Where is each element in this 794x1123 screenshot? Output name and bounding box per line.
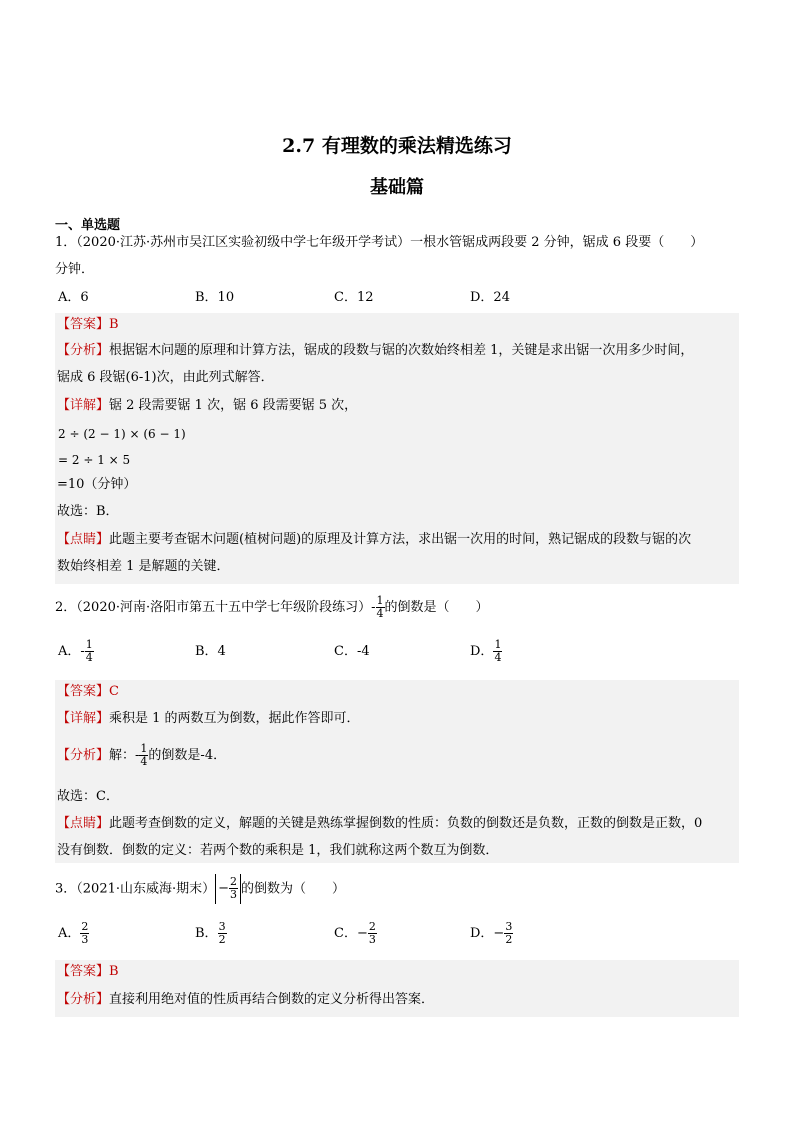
q2-stem-prefix: 2．（2020·河南·洛阳市第五十五中学七年级阶段练习）- — [55, 600, 376, 615]
option-fraction — [368, 921, 377, 946]
option-label: A． — [58, 926, 81, 941]
fraction-denominator: 2 — [218, 933, 226, 946]
page-title: 2.7 有理数的乘法精选练习 — [282, 135, 512, 157]
q2-choice: 故选：C． — [57, 789, 119, 804]
q1-answer-value: B — [109, 317, 119, 332]
q2-detail-tag: 【详解】 — [57, 711, 110, 726]
q3-stem-prefix: 3．（2021·山东威海·期末） — [55, 881, 216, 897]
option-fraction — [504, 921, 513, 946]
q1-detail-text: 锯 2 段需要锯 1 次，锯 6 段需要锯 5 次， — [109, 398, 358, 413]
q3-abs-fraction — [229, 876, 238, 901]
fraction-numerator: 3 — [505, 920, 513, 933]
section-heading: 一、单选题 — [55, 218, 121, 233]
option-label: C．− — [334, 926, 368, 941]
q3-answer — [57, 963, 119, 981]
q1-calc-line1: 2 ÷ (2 − 1) × (6 − 1) — [58, 427, 186, 441]
q1-stem-line1: 1．（2020·江苏·苏州市吴江区实验初级中学七年级开学考试）一根水管锯成两段要 2 分钟，锯成 6 段要（ ） — [55, 235, 704, 250]
q3-option-c — [334, 919, 377, 949]
q2-answer — [57, 683, 119, 701]
fraction-denominator: 2 — [505, 933, 513, 946]
q1-option-a: A．6 — [58, 290, 89, 305]
q3-analysis-text: 直接利用绝对值的性质再结合倒数的定义分析得出答案． — [109, 992, 435, 1007]
option-label: D． — [470, 644, 494, 659]
option-label: A．- — [58, 644, 85, 659]
fraction-numerator: 2 — [230, 875, 238, 888]
option-fraction — [85, 639, 94, 664]
fraction-numerator: 3 — [218, 920, 226, 933]
q2-analysis-prefix: 解：- — [109, 748, 140, 763]
fraction-numerator: 1 — [494, 638, 502, 651]
option-fraction — [493, 639, 502, 664]
fraction-numerator: 1 — [376, 594, 384, 607]
fraction-denominator: 3 — [230, 888, 238, 901]
q1-comment-tag: 【点睛】 — [57, 532, 110, 547]
option-fraction — [80, 921, 89, 946]
q2-detail-text: 乘积是 1 的两数互为倒数，据此作答即可． — [109, 711, 360, 726]
q1-analysis — [57, 342, 693, 360]
fraction-denominator: 4 — [376, 607, 384, 620]
fraction-denominator: 3 — [368, 933, 376, 946]
option-label: B． — [195, 926, 218, 941]
option-fraction — [218, 921, 227, 946]
q3-stem-suffix: 的倒数为（ ） — [241, 881, 346, 897]
q2-comment-text: 此题考查倒数的定义，解题的关键是熟练掌握倒数的性质：负数的倒数还是负数，正数的倒数是正数，0 — [109, 816, 703, 831]
q1-detail — [57, 397, 357, 415]
q1-stem-line2: 分钟． — [55, 262, 95, 277]
q2-comment — [57, 815, 702, 833]
q2-analysis-tag: 【分析】 — [57, 748, 110, 763]
q2-answer-value: C — [109, 684, 119, 699]
q1-analysis-text: 根据锯木问题的原理和计算方法，锯成的段数与锯的次数始终相差 1，关键是求出锯一次用多少时间， — [109, 343, 694, 358]
q3-analysis — [57, 991, 434, 1009]
q3-analysis-tag: 【分析】 — [57, 992, 110, 1007]
q2-comment-line2: 没有倒数．倒数的定义：若两个数的乘积是 1，我们就称这两个数互为倒数． — [57, 843, 499, 858]
q3-answer-value: B — [109, 964, 119, 979]
q2-comment-tag: 【点睛】 — [57, 816, 110, 831]
q3-stem — [55, 874, 345, 905]
fraction-numerator: 2 — [81, 920, 89, 933]
q1-option-b: B．10 — [195, 290, 235, 305]
q2-analysis — [57, 741, 226, 771]
option-label: D．− — [470, 926, 505, 941]
q2-option-c: C．-4 — [334, 644, 370, 659]
fraction-denominator: 3 — [81, 933, 89, 946]
q1-comment-line2: 数始终相差 1 是解题的关键． — [57, 559, 230, 574]
q1-calc-line2: = 2 ÷ 1 × 5 — [58, 453, 131, 467]
q2-option-d — [470, 637, 502, 667]
fraction-denominator: 4 — [494, 651, 502, 664]
q2-analysis-suffix: 的倒数是-4． — [148, 748, 227, 763]
q1-choice: 故选：B． — [57, 504, 119, 519]
fraction-denominator: 4 — [140, 755, 148, 768]
q3-answer-tag: 【答案】 — [57, 964, 110, 979]
q2-stem-suffix: 的倒数是（ ） — [384, 600, 489, 615]
q3-option-d — [470, 919, 513, 949]
q1-detail-tag: 【详解】 — [57, 398, 110, 413]
q1-comment-text: 此题主要考查锯木问题(植树问题)的原理及计算方法，求出锯一次用的时间，熟记锯成的段数与锯的次 — [109, 532, 692, 547]
q3-option-b — [195, 919, 227, 949]
q1-calc-line3: =10（分钟） — [57, 477, 137, 492]
q1-analysis-line2: 锯成 6 段锯(6-1)次，由此列式解答． — [57, 370, 274, 385]
q2-option-b: B．4 — [195, 644, 226, 659]
q1-analysis-tag: 【分析】 — [57, 343, 110, 358]
page-subtitle: 基础篇 — [370, 177, 424, 198]
q1-comment — [57, 531, 691, 549]
q2-solution-box — [55, 680, 739, 863]
q1-option-c: C．12 — [334, 290, 374, 305]
fraction-denominator: 4 — [85, 651, 93, 664]
fraction-numerator: 1 — [85, 638, 93, 651]
fraction-numerator: 2 — [368, 920, 376, 933]
q2-answer-tag: 【答案】 — [57, 684, 110, 699]
q1-option-d: D．24 — [470, 290, 510, 305]
q2-option-a — [58, 637, 94, 667]
q1-answer-tag: 【答案】 — [57, 317, 110, 332]
q1-answer — [57, 316, 119, 334]
q3-absolute-value — [215, 874, 241, 904]
q2-stem-fraction — [376, 595, 385, 620]
q3-option-a — [58, 919, 89, 949]
minus-sign: − — [218, 881, 230, 896]
fraction-numerator: 1 — [140, 742, 148, 755]
q2-stem — [55, 593, 489, 623]
q2-detail — [57, 710, 360, 728]
